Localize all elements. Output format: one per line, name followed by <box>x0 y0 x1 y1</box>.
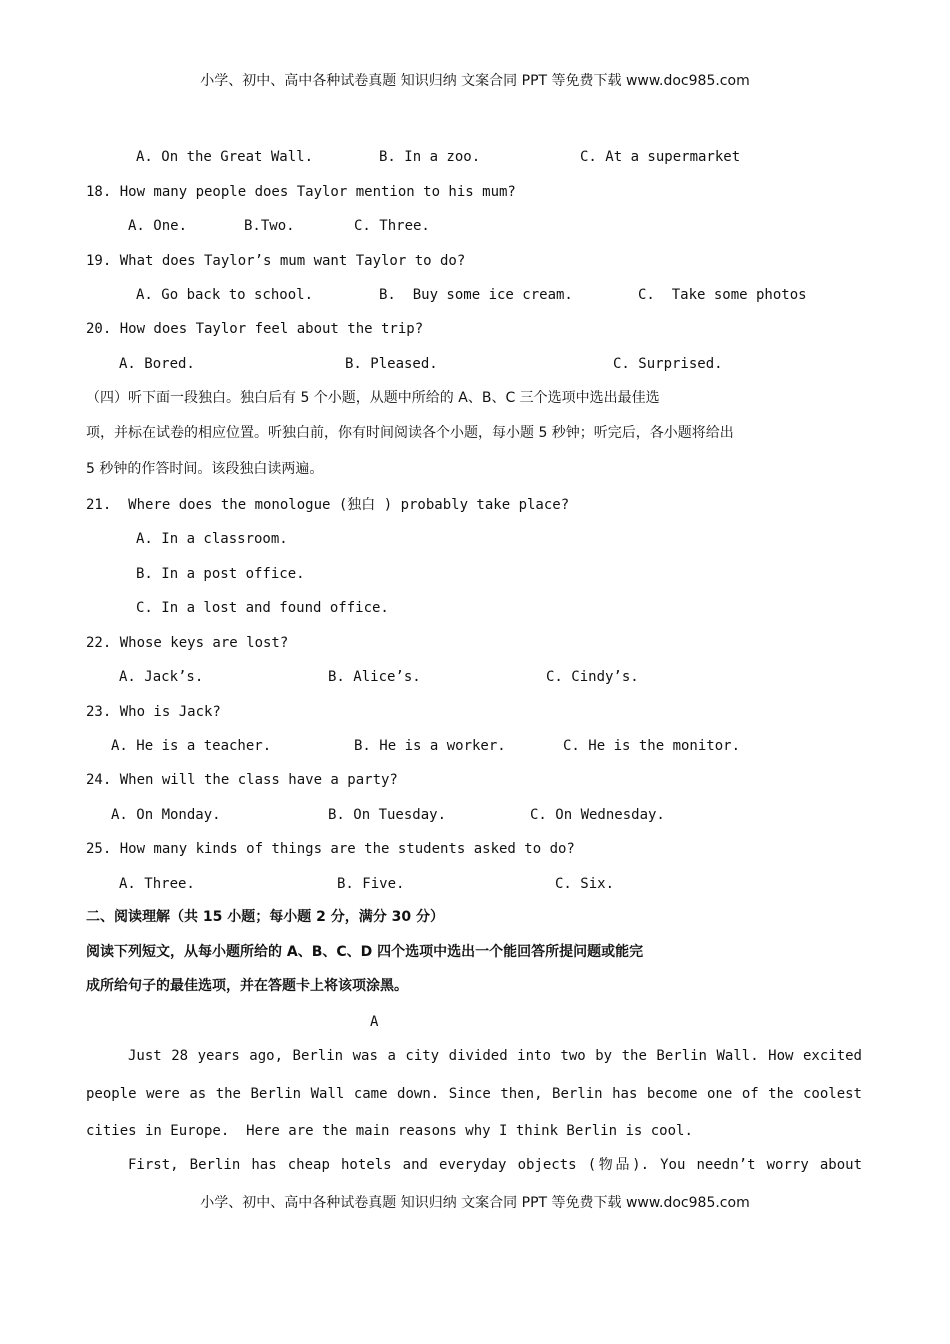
q23-option-a: A. He is a teacher. <box>111 738 272 754</box>
q24-stem: 24. When will the class have a party? <box>86 772 398 788</box>
q19-stem: 19. What does Taylor’s mum want Taylor to do? <box>86 253 466 269</box>
q24-option-a: A. On Monday. <box>111 807 221 823</box>
q21-option-a: A. In a classroom. <box>136 531 288 547</box>
q24-option-b: B. On Tuesday. <box>328 807 447 823</box>
q25-option-a: A. Three. <box>119 876 195 892</box>
part2-title: 二、阅读理解（共 15 小题；每小题 2 分，满分 30 分） <box>86 909 444 925</box>
q19-option-c: C. Take some photos <box>638 287 807 303</box>
passage-p1-line2: people were as the Berlin Wall came down. Since then, Berlin has become one of the coolest <box>86 1086 862 1102</box>
q20-option-b: B. Pleased. <box>345 356 438 372</box>
q18-stem: 18. How many people does Taylor mention to his mum? <box>86 184 516 200</box>
q18-option-b: B.Two. <box>244 218 295 234</box>
q18-option-c: C. Three. <box>354 218 430 234</box>
q18-option-a: A. One. <box>128 218 188 234</box>
q21-stem: 21. Where does the monologue (独白 ) probably take place? <box>86 497 570 513</box>
q21-option-c: C. In a lost and found office. <box>136 600 389 616</box>
q21-option-b: B. In a post office. <box>136 566 305 582</box>
q25-stem: 25. How many kinds of things are the students asked to do? <box>86 841 575 857</box>
q25-option-b: B. Five. <box>337 876 405 892</box>
part2-instructions-line1: 阅读下列短文，从每小题所给的 A、B、C、D 四个选项中选出一个能回答所提问题或能完 <box>86 944 644 960</box>
q23-option-b: B. He is a worker. <box>354 738 506 754</box>
q25-option-c: C. Six. <box>555 876 615 892</box>
q22-option-c: C. Cindy’s. <box>546 669 639 685</box>
q19-option-a: A. Go back to school. <box>136 287 314 303</box>
passage-p2-line1: First, Berlin has cheap hotels and everyday objects (物品). You needn’t worry about <box>128 1157 862 1173</box>
q17-option-a: A. On the Great Wall. <box>136 149 314 165</box>
q17-option-c: C. At a supermarket <box>580 149 741 165</box>
q22-option-a: A. Jack’s. <box>119 669 204 685</box>
q23-stem: 23. Who is Jack? <box>86 704 221 720</box>
section4-instructions-line2: 项，并标在试卷的相应位置。听独白前，你有时间阅读各个小题，每小题 5 秒钟；听完后，各小题将给出 <box>86 425 734 441</box>
q24-option-c: C. On Wednesday. <box>530 807 665 823</box>
q23-option-c: C. He is the monitor. <box>563 738 741 754</box>
page-header: 小学、初中、高中各种试卷真题 知识归纳 文案合同 PPT 等免费下载 www.doc985.com <box>200 73 750 89</box>
q20-stem: 20. How does Taylor feel about the trip? <box>86 321 424 337</box>
section4-instructions-line1: （四）听下面一段独白。独白后有 5 个小题，从题中所给的 A、B、C 三个选项中选出最佳选 <box>86 390 660 406</box>
q19-option-b: B. Buy some ice cream. <box>379 287 573 303</box>
q22-option-b: B. Alice’s. <box>328 669 421 685</box>
passage-p1-line3: cities in Europe. Here are the main reasons why I think Berlin is cool. <box>86 1123 693 1139</box>
section4-instructions-line3: 5 秒钟的作答时间。该段独白读两遍。 <box>86 461 324 477</box>
passage-p1-line1: Just 28 years ago, Berlin was a city divided into two by the Berlin Wall. How excited <box>128 1048 862 1064</box>
page-footer: 小学、初中、高中各种试卷真题 知识归纳 文案合同 PPT 等免费下载 www.doc985.com <box>200 1195 750 1211</box>
q22-stem: 22. Whose keys are lost? <box>86 635 289 651</box>
part2-instructions-line2: 成所给句子的最佳选项，并在答题卡上将该项涂黑。 <box>86 978 408 994</box>
passage-label: A <box>370 1014 379 1030</box>
q20-option-c: C. Surprised. <box>613 356 723 372</box>
q17-option-b: B. In a zoo. <box>379 149 481 165</box>
q20-option-a: A. Bored. <box>119 356 195 372</box>
